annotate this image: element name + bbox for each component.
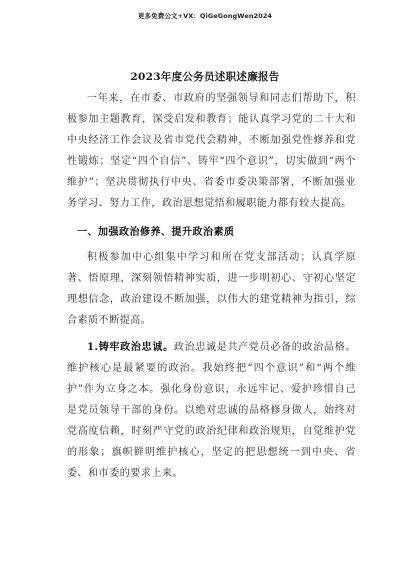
item-paragraph	[67, 337, 356, 484]
item-lead: 1.铸牢政治忠诚。	[87, 342, 174, 353]
item-body: 政治忠诚是共产党员必备的政治品格。维护核心是最紧要的政治。我始终把“四个意识”和“两个维护”作为立身之本。强化身份意识，永远牢记、爱护珍惜自己是党员领导干部的身份。以绝对忠诚的品格修身做人，始终对党高度信赖，时刻严守党的政治纪律和政治规矩，自觉维护党的形象；旗帜鲜明维护核心，坚定的把思想统一到中央、省委、和市委的要求上来。	[67, 342, 356, 479]
intro-paragraph: 一年来，在市委、市政府的坚强领导和同志们帮助下，积极参加主题教育，深受启发和教育；能认真学习党的二十大和中央经济工作会议及省市党代会精神，不断加强党性修养和党性锻炼；坚定“四个自信”、铸牢“四个意识”，切实做到“两个维护”；坚决贯彻执行中央、省委市委决策部署，不断加强业务学习、努力工作，政治思想觉悟和履职能力都有较大提高。	[67, 93, 356, 209]
page-title: 2023年度公务员述职述廉报告	[130, 71, 280, 83]
document-body	[67, 88, 356, 484]
section-paragraph: 积极参加中心组集中学习和所在党支部活动；认真学原著、悟原理，深刻领悟精神实质，进一步明初心、守初心坚定理想信念，政治建设不断加强，以伟大的建党精神为指引，综合素质不断提高。	[67, 252, 356, 326]
header-note: 更多免费公文+VX：QiGeGongWen2024	[137, 12, 273, 20]
section-heading: 一、加强政治修养、提升政治素质	[77, 227, 235, 238]
